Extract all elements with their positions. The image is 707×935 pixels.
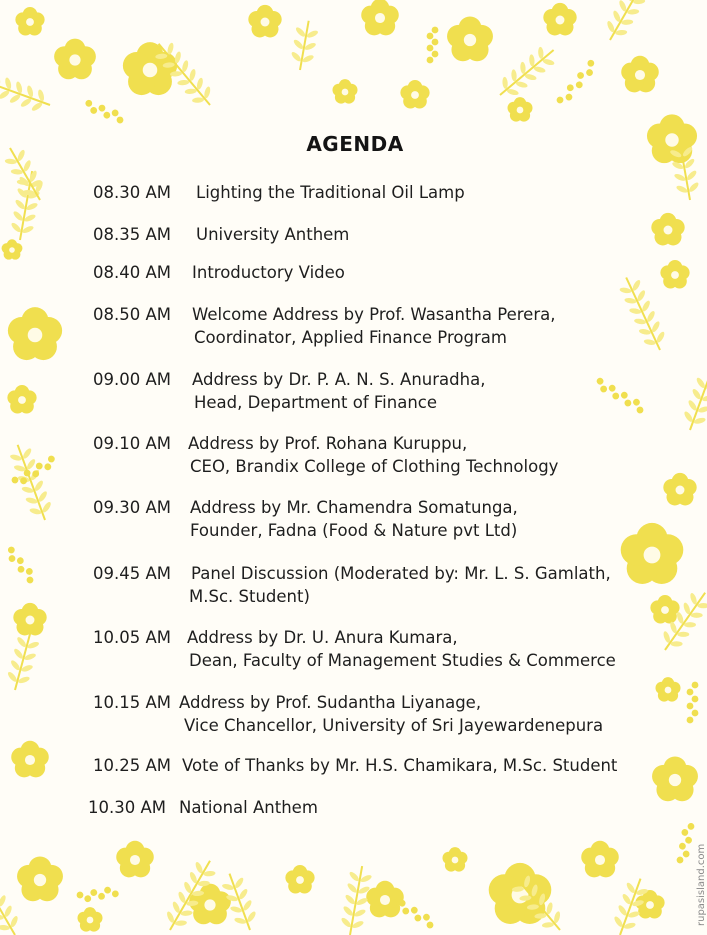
agenda-time: 09.10 AM [93, 434, 172, 453]
agenda-time: 08.30 AM [93, 183, 172, 202]
agenda-description: Address by Prof. Rohana Kuruppu, [188, 434, 468, 453]
flower-icon [366, 881, 404, 918]
leaf-sprig-icon [0, 69, 54, 116]
flower-icon [54, 39, 96, 80]
site-watermark [684, 816, 707, 926]
agenda-description-line2: Vice Chancellor, University of Sri Jayewardenepura [184, 716, 604, 735]
agenda-time: 10.25 AM [93, 756, 172, 775]
agenda-description: Introductory Video [192, 263, 345, 282]
agenda-time: 10.30 AM [88, 798, 167, 817]
flower-icon [650, 595, 679, 623]
flower-icon [647, 114, 697, 163]
flower-icon [442, 847, 467, 871]
leaf-sprig-icon [8, 169, 45, 242]
flower-icon [447, 16, 493, 61]
agenda-description-line2: Founder, Fadna (Food & Nature pvt Ltd) [190, 521, 518, 540]
flower-icon [651, 213, 684, 246]
agenda-description-line2: CEO, Brandix College of Clothing Technology [190, 457, 559, 476]
agenda-description: Panel Discussion (Moderated by: Mr. L. S. Gamlath, [191, 564, 611, 583]
flower-icon [400, 80, 429, 108]
agenda-title: AGENDA [306, 132, 404, 156]
agenda-description-line2: Dean, Faculty of Management Studies & Commerce [189, 651, 616, 670]
leaf-sprig-icon [678, 369, 707, 434]
flower-icon [116, 841, 154, 878]
agenda-description: Address by Prof. Sudantha Liyanage, [179, 693, 482, 712]
berry-cluster-icon [427, 27, 439, 64]
flower-icon [621, 56, 659, 93]
watermark-text: rupasisland.com [696, 843, 707, 926]
agenda-description: Vote of Thanks by Mr. H.S. Chamikara, M.Sc. Student [182, 756, 618, 775]
flower-icon [248, 5, 281, 38]
agenda-description: University Anthem [196, 225, 350, 244]
flower-icon [361, 0, 399, 35]
berry-cluster-icon [687, 682, 699, 724]
flower-icon [581, 841, 619, 878]
flower-icon [11, 741, 49, 778]
flower-icon [660, 260, 689, 288]
leaf-sprig-icon [599, 0, 650, 46]
agenda-panel [60, 112, 650, 824]
flower-icon [8, 307, 62, 360]
flower-icon [77, 907, 102, 931]
leaf-sprig-icon [3, 629, 42, 693]
agenda-time: 10.15 AM [93, 693, 172, 712]
agenda-description-line2: Head, Department of Finance [194, 393, 437, 412]
flower-icon [663, 473, 696, 506]
agenda-description: Address by Mr. Chamendra Somatunga, [190, 498, 518, 517]
flower-icon [2, 239, 23, 259]
agenda-description: Welcome Address by Prof. Wasantha Perera, [192, 305, 556, 324]
agenda-description-line2: Coordinator, Applied Finance Program [194, 328, 507, 347]
agenda-description-line2: M.Sc. Student) [189, 587, 310, 606]
berry-cluster-icon [3, 545, 39, 585]
agenda-description: National Anthem [179, 798, 318, 817]
agenda-description: Lighting the Traditional Oil Lamp [196, 183, 465, 202]
agenda-time: 08.35 AM [93, 225, 172, 244]
leaf-sprig-icon [492, 41, 562, 105]
agenda-time: 08.50 AM [93, 305, 172, 324]
agenda-time: 09.45 AM [93, 564, 172, 583]
flower-icon [15, 7, 44, 35]
leaf-sprig-icon [288, 19, 321, 73]
flower-icon [17, 856, 63, 901]
flower-icon [543, 3, 576, 36]
agenda-time: 09.00 AM [93, 370, 172, 389]
agenda-time: 08.40 AM [93, 263, 172, 282]
agenda-description: Address by Dr. U. Anura Kumara, [187, 628, 458, 647]
flower-icon [652, 756, 698, 801]
agenda-time: 10.05 AM [93, 628, 172, 647]
flower-icon [285, 865, 314, 893]
flower-icon [655, 677, 680, 701]
flower-icon [7, 385, 36, 413]
flower-icon [13, 603, 46, 636]
berry-cluster-icon [76, 885, 119, 904]
flower-icon [332, 79, 357, 103]
berry-cluster-icon [555, 58, 599, 108]
agenda-description: Address by Dr. P. A. N. S. Anuradha, [192, 370, 486, 389]
agenda-time: 09.30 AM [93, 498, 172, 517]
